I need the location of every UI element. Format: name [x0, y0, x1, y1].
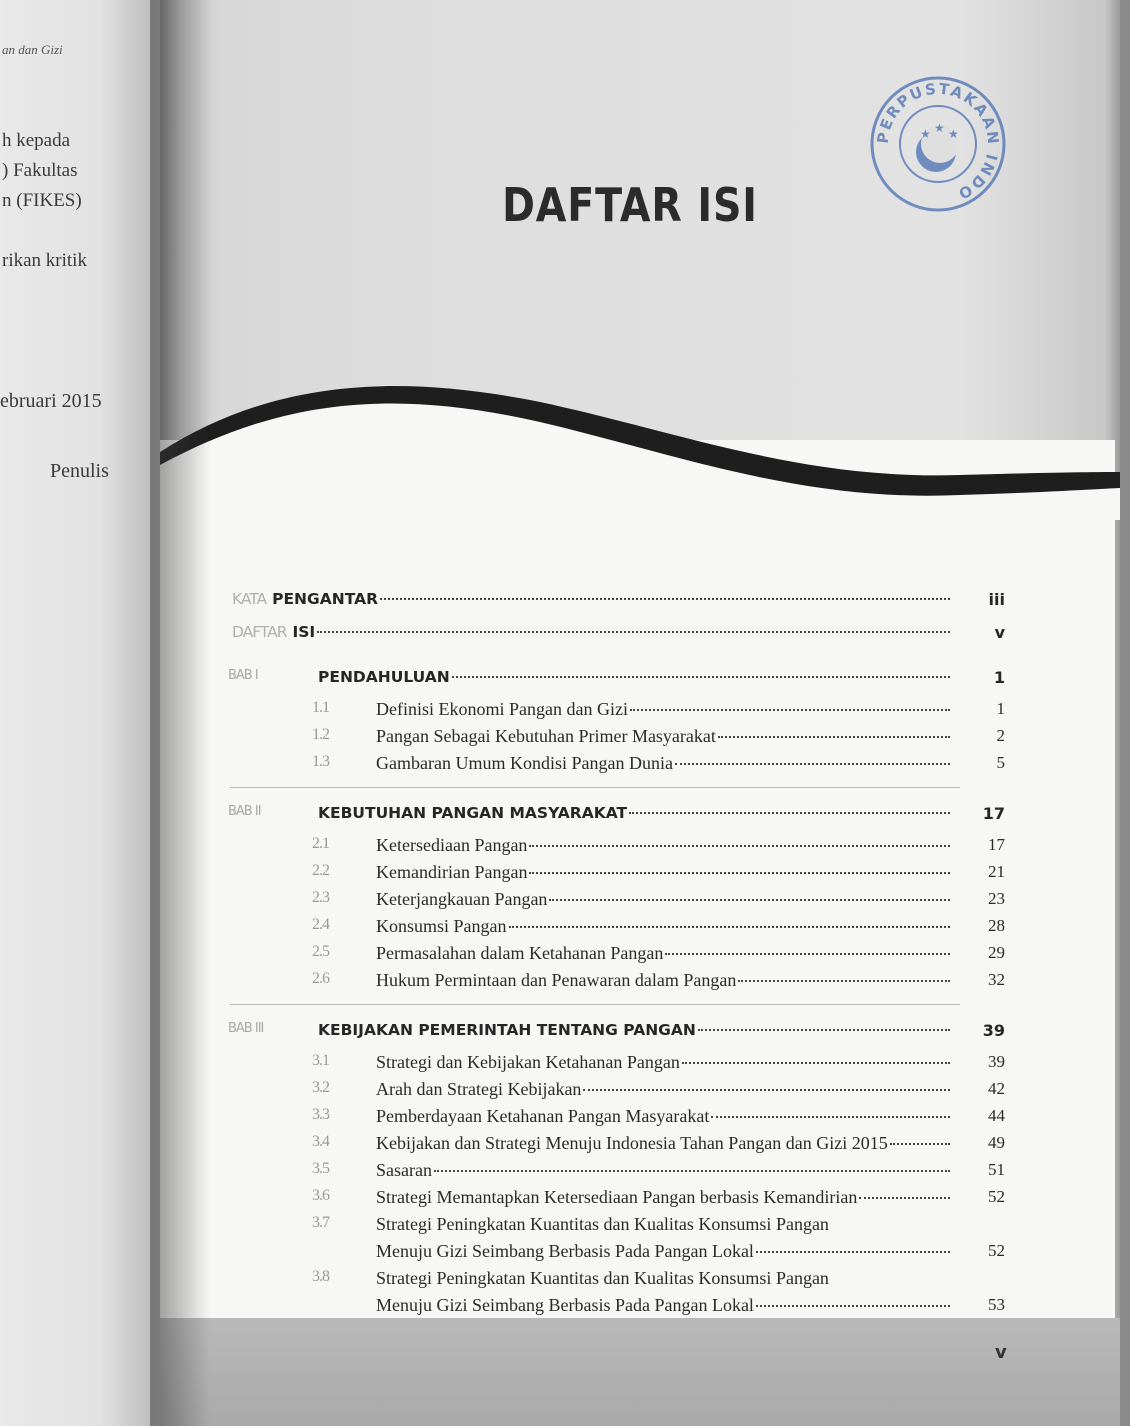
- stamp-text: PERPUSTAKAAN INDO: [873, 79, 1003, 204]
- toc-entry-title: [376, 1268, 950, 1289]
- toc-entry-text: Permasalahan dalam Ketahanan Pangan: [376, 943, 664, 963]
- toc-entry-text: PENGANTAR: [272, 590, 379, 608]
- toc-page-number: 1: [996, 699, 1005, 718]
- toc-page-number: 2: [996, 726, 1005, 745]
- toc-page-number: 23: [988, 889, 1005, 908]
- toc-entry-text: Strategi Peningkatan Kuantitas dan Kualitas Konsumsi Pangan: [376, 1214, 829, 1234]
- section-number: 2.3: [312, 889, 329, 906]
- toc-entry-text: KEBIJAKAN PEMERINTAH TENTANG PANGAN: [318, 1021, 696, 1039]
- toc-entry-title: [376, 1133, 950, 1154]
- toc-page-number: 5: [996, 753, 1005, 772]
- toc-page-number: 28: [988, 916, 1005, 935]
- toc-page-number: 39: [988, 1052, 1005, 1071]
- toc-entry-title: [376, 726, 950, 747]
- toc-entry-text: PENDAHULUAN: [318, 668, 450, 686]
- toc-page-number: iii: [988, 590, 1005, 609]
- dot-leader: [675, 763, 950, 765]
- section-number: 3.2: [312, 1079, 329, 1096]
- toc-page-number: v: [994, 623, 1005, 642]
- toc-entry-title: [232, 623, 950, 641]
- toc-page-number: 49: [988, 1133, 1005, 1152]
- toc-entry-title: [376, 835, 950, 856]
- toc-entry-title: [376, 1160, 950, 1181]
- toc-entry-prefix: DAFTAR: [232, 623, 291, 641]
- section-number: 2.6: [312, 970, 329, 987]
- section-number: 1.2: [312, 726, 329, 743]
- dot-leader: [859, 1197, 950, 1199]
- page-number: v: [995, 1342, 1007, 1363]
- toc-entry-text: Menuju Gizi Seimbang Berbasis Pada Pangan Lokal: [376, 1295, 754, 1315]
- chapter-separator: [230, 1004, 960, 1005]
- toc-entry-title: [376, 916, 950, 937]
- toc-entry-title: [376, 699, 950, 720]
- dot-leader: [380, 598, 950, 600]
- dot-leader: [698, 1029, 950, 1031]
- toc-entry-title: [318, 1021, 950, 1039]
- toc-entry-title: [376, 753, 950, 774]
- toc-entry-title: [376, 889, 950, 910]
- section-number: 1.1: [312, 699, 329, 716]
- chapter-label: BAB II: [228, 804, 261, 819]
- left-text-line: ) Fakultas: [2, 160, 78, 181]
- section-number: 3.1: [312, 1052, 329, 1069]
- toc-entry-text: Konsumsi Pangan: [376, 916, 507, 936]
- toc-entry-text: Kemandirian Pangan: [376, 862, 528, 882]
- toc-page-number: 53: [988, 1295, 1005, 1314]
- chapter-label: BAB I: [228, 668, 258, 683]
- chapter-label: BAB III: [228, 1021, 264, 1036]
- toc-entry-title: [376, 1187, 950, 1208]
- toc-page-number: 51: [988, 1160, 1005, 1179]
- toc-entry-text: Strategi dan Kebijakan Ketahanan Pangan: [376, 1052, 680, 1072]
- toc-entry-text: Kebijakan dan Strategi Menuju Indonesia Tahan Pangan dan Gizi 2015: [376, 1133, 888, 1153]
- section-number: 1.3: [312, 753, 329, 770]
- dot-leader: [682, 1062, 950, 1064]
- dot-leader: [756, 1251, 950, 1253]
- toc-page-number: 17: [982, 804, 1005, 823]
- page-title: DAFTAR ISI: [502, 178, 758, 232]
- toc-entry-title: [376, 1214, 950, 1235]
- toc-entry-text: Strategi Peningkatan Kuantitas dan Kualitas Konsumsi Pangan: [376, 1268, 829, 1288]
- toc-entry-text: Strategi Memantapkan Ketersediaan Pangan berbasis Kemandirian: [376, 1187, 858, 1207]
- left-text-line: h kepada: [2, 130, 71, 151]
- toc-entry-text: Ketersediaan Pangan: [376, 835, 528, 855]
- toc-entry-title: [232, 590, 950, 608]
- toc-entry-title: [376, 1295, 950, 1316]
- toc-entry-title: [376, 1106, 950, 1127]
- section-number: 3.8: [312, 1268, 329, 1285]
- section-number: 3.7: [312, 1214, 329, 1231]
- toc-page-number: 29: [988, 943, 1005, 962]
- section-number: 3.5: [312, 1160, 329, 1177]
- toc-page-number: 44: [988, 1106, 1005, 1125]
- dot-leader: [630, 709, 950, 711]
- toc-entry-title: [318, 668, 950, 686]
- toc-entry-text: ISI: [292, 623, 316, 641]
- dot-leader: [549, 899, 950, 901]
- chapter-separator: [230, 787, 960, 788]
- section-number: 3.6: [312, 1187, 329, 1204]
- dot-leader: [317, 631, 950, 633]
- dot-leader: [434, 1170, 950, 1172]
- section-number: 3.4: [312, 1133, 329, 1150]
- section-number: 3.3: [312, 1106, 329, 1123]
- dot-leader: [665, 953, 950, 955]
- toc-entry-title: [318, 804, 950, 822]
- library-stamp: [868, 74, 1008, 214]
- toc-entry-text: Pemberdayaan Ketahanan Pangan Masyarakat: [376, 1106, 710, 1126]
- toc-entry-text: Pangan Sebagai Kebutuhan Primer Masyarakat: [376, 726, 716, 746]
- dot-leader: [738, 980, 950, 982]
- svg-text:★: ★: [948, 127, 959, 141]
- dot-leader: [718, 736, 950, 738]
- toc-page-number: 52: [988, 1187, 1005, 1206]
- svg-text:★: ★: [934, 121, 945, 135]
- toc-entry-text: Gambaran Umum Kondisi Pangan Dunia: [376, 753, 673, 773]
- left-text-line: rikan kritik: [2, 250, 87, 271]
- left-text-line: n (FIKES): [2, 190, 82, 211]
- left-date: ebruari 2015: [0, 390, 102, 412]
- toc-entry-title: [376, 1052, 950, 1073]
- toc-entry-prefix: KATA: [232, 590, 271, 608]
- toc-entry-text: Sasaran: [376, 1160, 432, 1180]
- toc-entry-title: [376, 862, 950, 883]
- dot-leader: [629, 812, 950, 814]
- toc-entry-title: [376, 1079, 950, 1100]
- toc-entry-title: [376, 943, 950, 964]
- toc-entry-text: Menuju Gizi Seimbang Berbasis Pada Pangan Lokal: [376, 1241, 754, 1261]
- toc-entry-text: Keterjangkauan Pangan: [376, 889, 548, 909]
- toc-page-number: 32: [988, 970, 1005, 989]
- decorative-wave-icon: [160, 360, 1120, 520]
- toc-page-number: 1: [993, 668, 1005, 687]
- left-author: Penulis: [50, 460, 109, 482]
- toc-entry-text: Arah dan Strategi Kebijakan: [376, 1079, 582, 1099]
- toc-entry-text: Definisi Ekonomi Pangan dan Gizi: [376, 699, 628, 719]
- dot-leader: [529, 872, 950, 874]
- toc-page-number: 39: [982, 1021, 1005, 1040]
- section-number: 2.4: [312, 916, 329, 933]
- toc-page-number: 21: [988, 862, 1005, 881]
- toc-entry-title: [376, 970, 950, 991]
- left-running-header: an dan Gizi: [2, 42, 63, 57]
- bottom-band: [160, 1318, 1120, 1426]
- dot-leader: [452, 676, 950, 678]
- section-number: 2.1: [312, 835, 329, 852]
- book-spine-shadow: [150, 0, 210, 1426]
- dot-leader: [509, 926, 951, 928]
- toc-page-number: 52: [988, 1241, 1005, 1260]
- toc-page-number: 17: [988, 835, 1005, 854]
- dot-leader: [529, 845, 950, 847]
- toc-page-number: 42: [988, 1079, 1005, 1098]
- dot-leader: [756, 1305, 950, 1307]
- dot-leader: [711, 1116, 950, 1118]
- section-number: 2.2: [312, 862, 329, 879]
- crescent-stars-icon: [916, 121, 959, 172]
- dot-leader: [890, 1143, 950, 1145]
- svg-text:★: ★: [920, 127, 931, 141]
- dot-leader: [583, 1089, 950, 1091]
- section-number: 2.5: [312, 943, 329, 960]
- toc-entry-text: Hukum Permintaan dan Penawaran dalam Pangan: [376, 970, 737, 990]
- toc-entry-title: [376, 1241, 950, 1262]
- toc-entry-text: KEBUTUHAN PANGAN MASYARAKAT: [318, 804, 628, 822]
